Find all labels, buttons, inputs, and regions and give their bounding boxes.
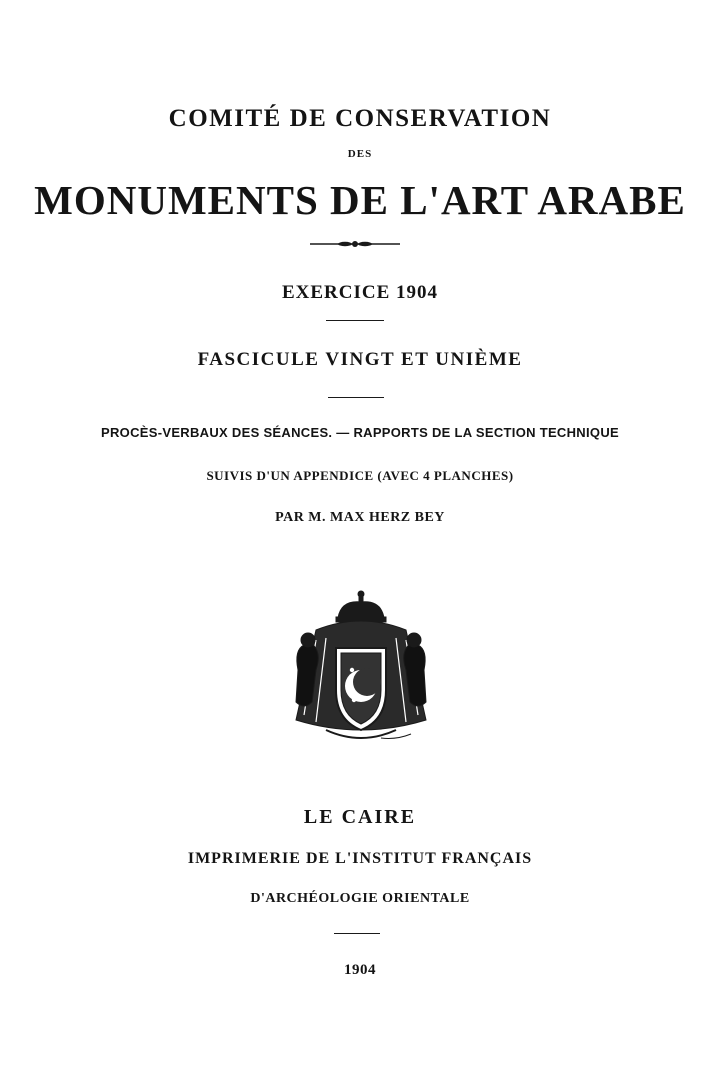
author-line: PAR M. MAX HERZ BEY	[275, 510, 445, 525]
printer-line2: D'ARCHÉOLOGIE ORIENTALE	[250, 891, 470, 906]
divider-rule	[334, 933, 380, 934]
ornamental-rule	[310, 236, 400, 246]
exercise-year: EXERCICE 1904	[281, 282, 439, 303]
fascicle-number: FASCICULE VINGT ET UNIÈME	[197, 349, 523, 370]
publication-place: LE CAIRE	[303, 806, 417, 828]
institution-name-line2: DES	[347, 148, 373, 160]
divider-rule	[328, 397, 384, 398]
appendix-line: SUIVIS D'UN APPENDICE (AVEC 4 PLANCHES)	[206, 468, 514, 483]
institution-name-line3: MONUMENTS DE L'ART ARABE	[34, 177, 686, 223]
printer-line1: IMPRIMERIE DE L'INSTITUT FRANÇAIS	[187, 850, 533, 867]
divider-rule	[326, 320, 384, 321]
publication-year: 1904	[344, 962, 376, 978]
institution-name-line1: COMITÉ DE CONSERVATION	[168, 105, 552, 132]
coat-of-arms-emblem	[286, 590, 436, 755]
contents-line: PROCÈS-VERBAUX DES SÉANCES. — RAPPORTS DE LA SECTION TECHNIQUE	[101, 425, 619, 440]
